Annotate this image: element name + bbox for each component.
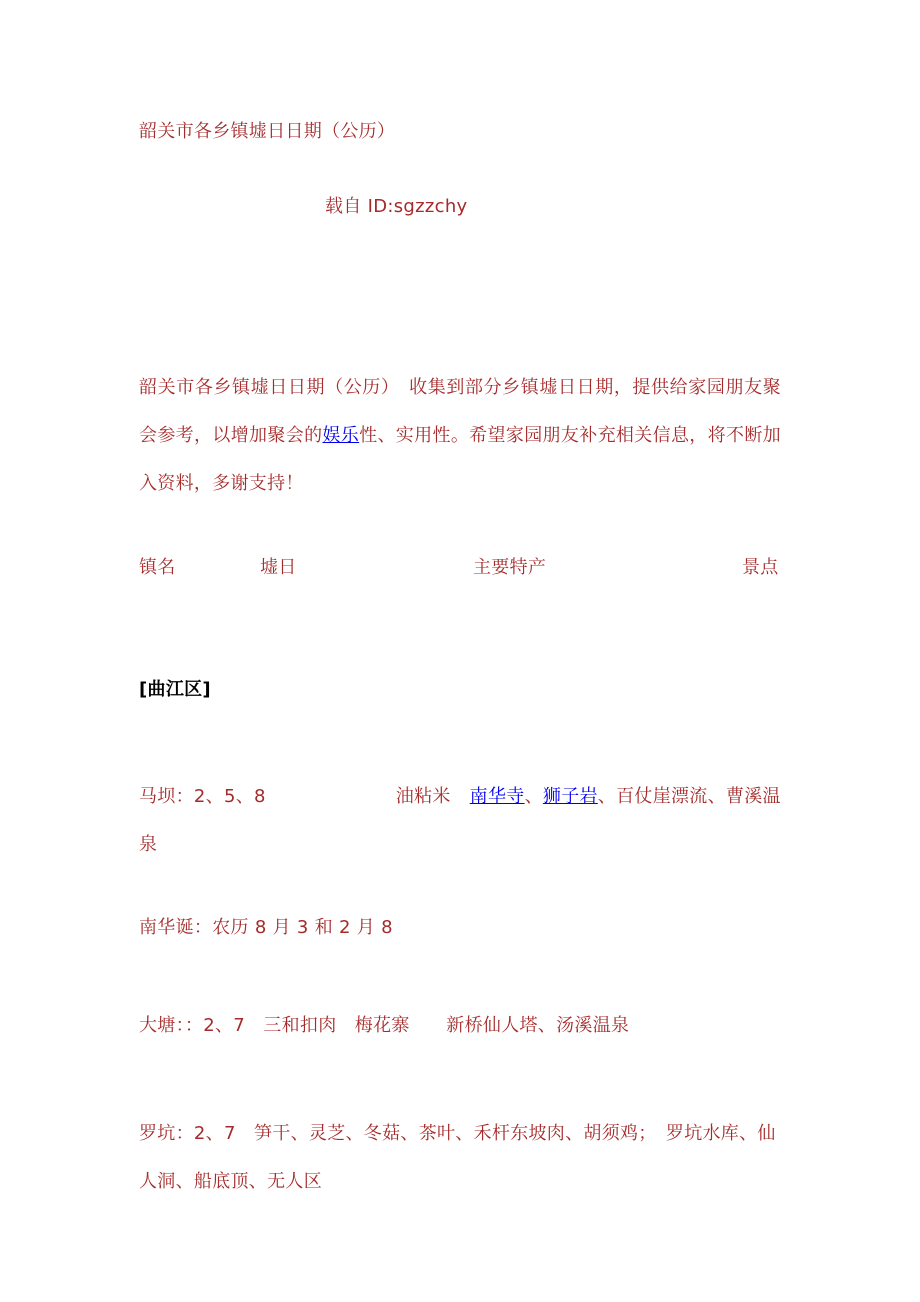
intro-text-2: 性、实用性。希望家园朋友补充相关信息，将不断加入资料，多谢支持！	[139, 425, 781, 494]
shiziyan-link[interactable]: 狮子岩	[542, 786, 598, 807]
entry-maba-sights: 、百仗崖漂流、曹溪温泉	[139, 786, 781, 855]
district-heading: [曲江区]	[139, 679, 211, 700]
intro-text-1: 韶关市各乡镇墟日日期（公历） 收集到部分乡镇墟日日期，提供给家园朋友聚会参考，以增加聚会的	[139, 377, 781, 446]
nanhua-temple-link[interactable]: 南华寺	[469, 786, 525, 807]
separator: 、	[524, 786, 543, 807]
entry-maba	[139, 773, 781, 869]
entry-datang: 大塘：：2、7 三和扣肉 梅花寨 新桥仙人塔、汤溪温泉	[139, 1015, 630, 1036]
header-products: 主要特产	[473, 557, 547, 578]
entertainment-link[interactable]: 娱乐	[322, 425, 360, 446]
header-market-day: 墟日	[260, 557, 297, 578]
intro-paragraph	[139, 364, 781, 508]
header-town-name: 镇名	[139, 557, 176, 578]
entry-maba-products: 油粘米	[395, 786, 451, 807]
entry-nanhua-festival: 南华诞：农历 8 月 3 和 2 月 8	[139, 917, 393, 938]
document-title: 韶关市各乡镇墟日日期（公历）	[139, 121, 396, 142]
entry-luokeng: 罗坑：2、7 笋干、灵芝、冬菇、茶叶、禾杆东坡肉、胡须鸡； 罗坑水库、仙人洞、船底顶、无人区	[139, 1123, 776, 1192]
header-sights: 景点	[742, 557, 779, 578]
entry-maba-name-days: 马坝：2、5、8	[139, 786, 266, 807]
source-id: 载自 ID:sgzzchy	[325, 196, 468, 217]
